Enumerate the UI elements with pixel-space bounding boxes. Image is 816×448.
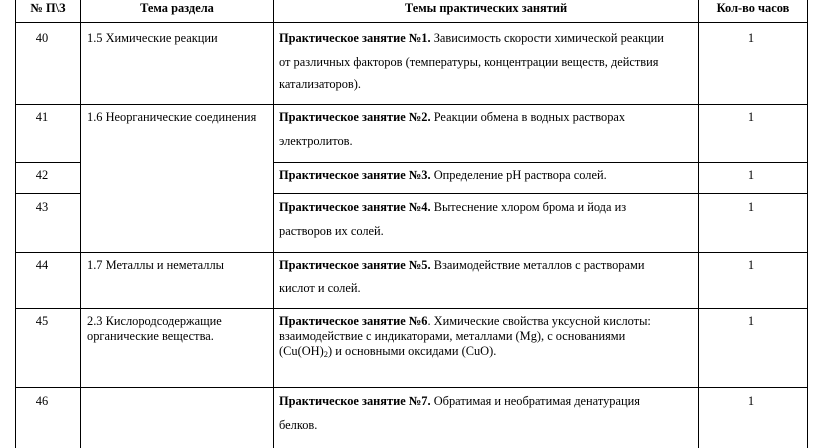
lesson-description bbox=[279, 168, 607, 183]
lesson-label: Практическое занятие №6 bbox=[279, 314, 428, 328]
table-row-divider bbox=[273, 162, 808, 163]
table-border-right bbox=[807, 0, 808, 448]
lesson-hours: 1 bbox=[747, 110, 755, 124]
lesson-text: Обратимая и необратимая денатурация bbox=[430, 394, 640, 408]
header-num: № П\З bbox=[30, 1, 66, 15]
section-title: 1.7 Металлы и неметаллы bbox=[87, 258, 224, 272]
lesson-text: Реакции обмена в водных растворах bbox=[430, 110, 626, 124]
table-column-divider bbox=[80, 0, 81, 448]
lesson-hours: 1 bbox=[747, 258, 755, 272]
table-column-divider bbox=[273, 0, 274, 448]
table-row-divider bbox=[15, 193, 81, 194]
row-number: 43 bbox=[35, 200, 49, 214]
row-number: 46 bbox=[35, 394, 49, 408]
lesson-text: Зависимость скорости химической реакции bbox=[430, 31, 664, 45]
lesson-text: белков. bbox=[279, 418, 318, 432]
lesson-label: Практическое занятие №3. bbox=[279, 168, 431, 182]
lesson-description bbox=[279, 394, 640, 409]
lesson-description bbox=[279, 258, 644, 273]
lesson-label: Практическое занятие №2. bbox=[279, 110, 431, 124]
table-row-divider bbox=[15, 22, 808, 23]
lesson-text: от различных факторов (температуры, концентрации веществ, действия bbox=[279, 55, 659, 69]
lesson-text: кислот и солей. bbox=[279, 281, 361, 295]
table-row-divider bbox=[273, 193, 808, 194]
lesson-text: . Химические свойства уксусной кислоты: bbox=[427, 314, 651, 328]
lesson-hours: 1 bbox=[747, 314, 755, 328]
lesson-text: растворов их солей. bbox=[279, 224, 384, 238]
lesson-description bbox=[279, 314, 651, 329]
lesson-hours: 1 bbox=[747, 394, 755, 408]
formula-part: (Cu(OH) bbox=[279, 344, 324, 358]
lesson-label: Практическое занятие №1. bbox=[279, 31, 431, 45]
row-number: 42 bbox=[35, 168, 49, 182]
lesson-text: катализаторов). bbox=[279, 77, 361, 91]
lesson-text: электролитов. bbox=[279, 134, 353, 148]
table-column-divider bbox=[698, 0, 699, 448]
section-title: органические вещества. bbox=[87, 329, 214, 343]
lesson-description bbox=[279, 200, 626, 215]
table-row-divider bbox=[15, 162, 81, 163]
lesson-text: Взаимодействие металлов с растворами bbox=[430, 258, 645, 272]
table-row-divider bbox=[15, 252, 808, 253]
table-row-divider bbox=[15, 387, 808, 388]
lesson-text bbox=[279, 344, 496, 359]
section-title: 1.5 Химические реакции bbox=[87, 31, 218, 45]
lesson-hours: 1 bbox=[747, 168, 755, 182]
lesson-label: Практическое занятие №4. bbox=[279, 200, 431, 214]
formula-subscript: 2 bbox=[323, 349, 328, 359]
lesson-text: Вытеснение хлором брома и йода из bbox=[430, 200, 627, 214]
header-topics: Темы практических занятий bbox=[404, 1, 568, 15]
table-row-divider bbox=[15, 104, 808, 105]
header-section: Тема раздела bbox=[140, 1, 214, 15]
lesson-hours: 1 bbox=[747, 200, 755, 214]
table-border-left bbox=[15, 0, 16, 448]
row-number: 41 bbox=[35, 110, 49, 124]
table-row-divider bbox=[15, 308, 808, 309]
lesson-description bbox=[279, 110, 625, 125]
lesson-text: Определение pH раствора солей. bbox=[430, 168, 607, 182]
row-number: 45 bbox=[35, 314, 49, 328]
lesson-label: Практическое занятие №5. bbox=[279, 258, 431, 272]
lesson-text: взаимодействие с индикаторами, металлами (Mg), с основаниями bbox=[279, 329, 626, 343]
row-number: 44 bbox=[35, 258, 49, 272]
row-number: 40 bbox=[35, 31, 49, 45]
header-hours: Кол-во часов bbox=[716, 1, 790, 15]
lesson-description bbox=[279, 31, 664, 46]
section-title: 2.3 Кислородсодержащие bbox=[87, 314, 222, 328]
section-title: 1.6 Неорганические соединения bbox=[87, 110, 257, 124]
lesson-hours: 1 bbox=[747, 31, 755, 45]
formula-part: ) и основными оксидами (CuO). bbox=[328, 344, 497, 358]
lesson-label: Практическое занятие №7. bbox=[279, 394, 431, 408]
